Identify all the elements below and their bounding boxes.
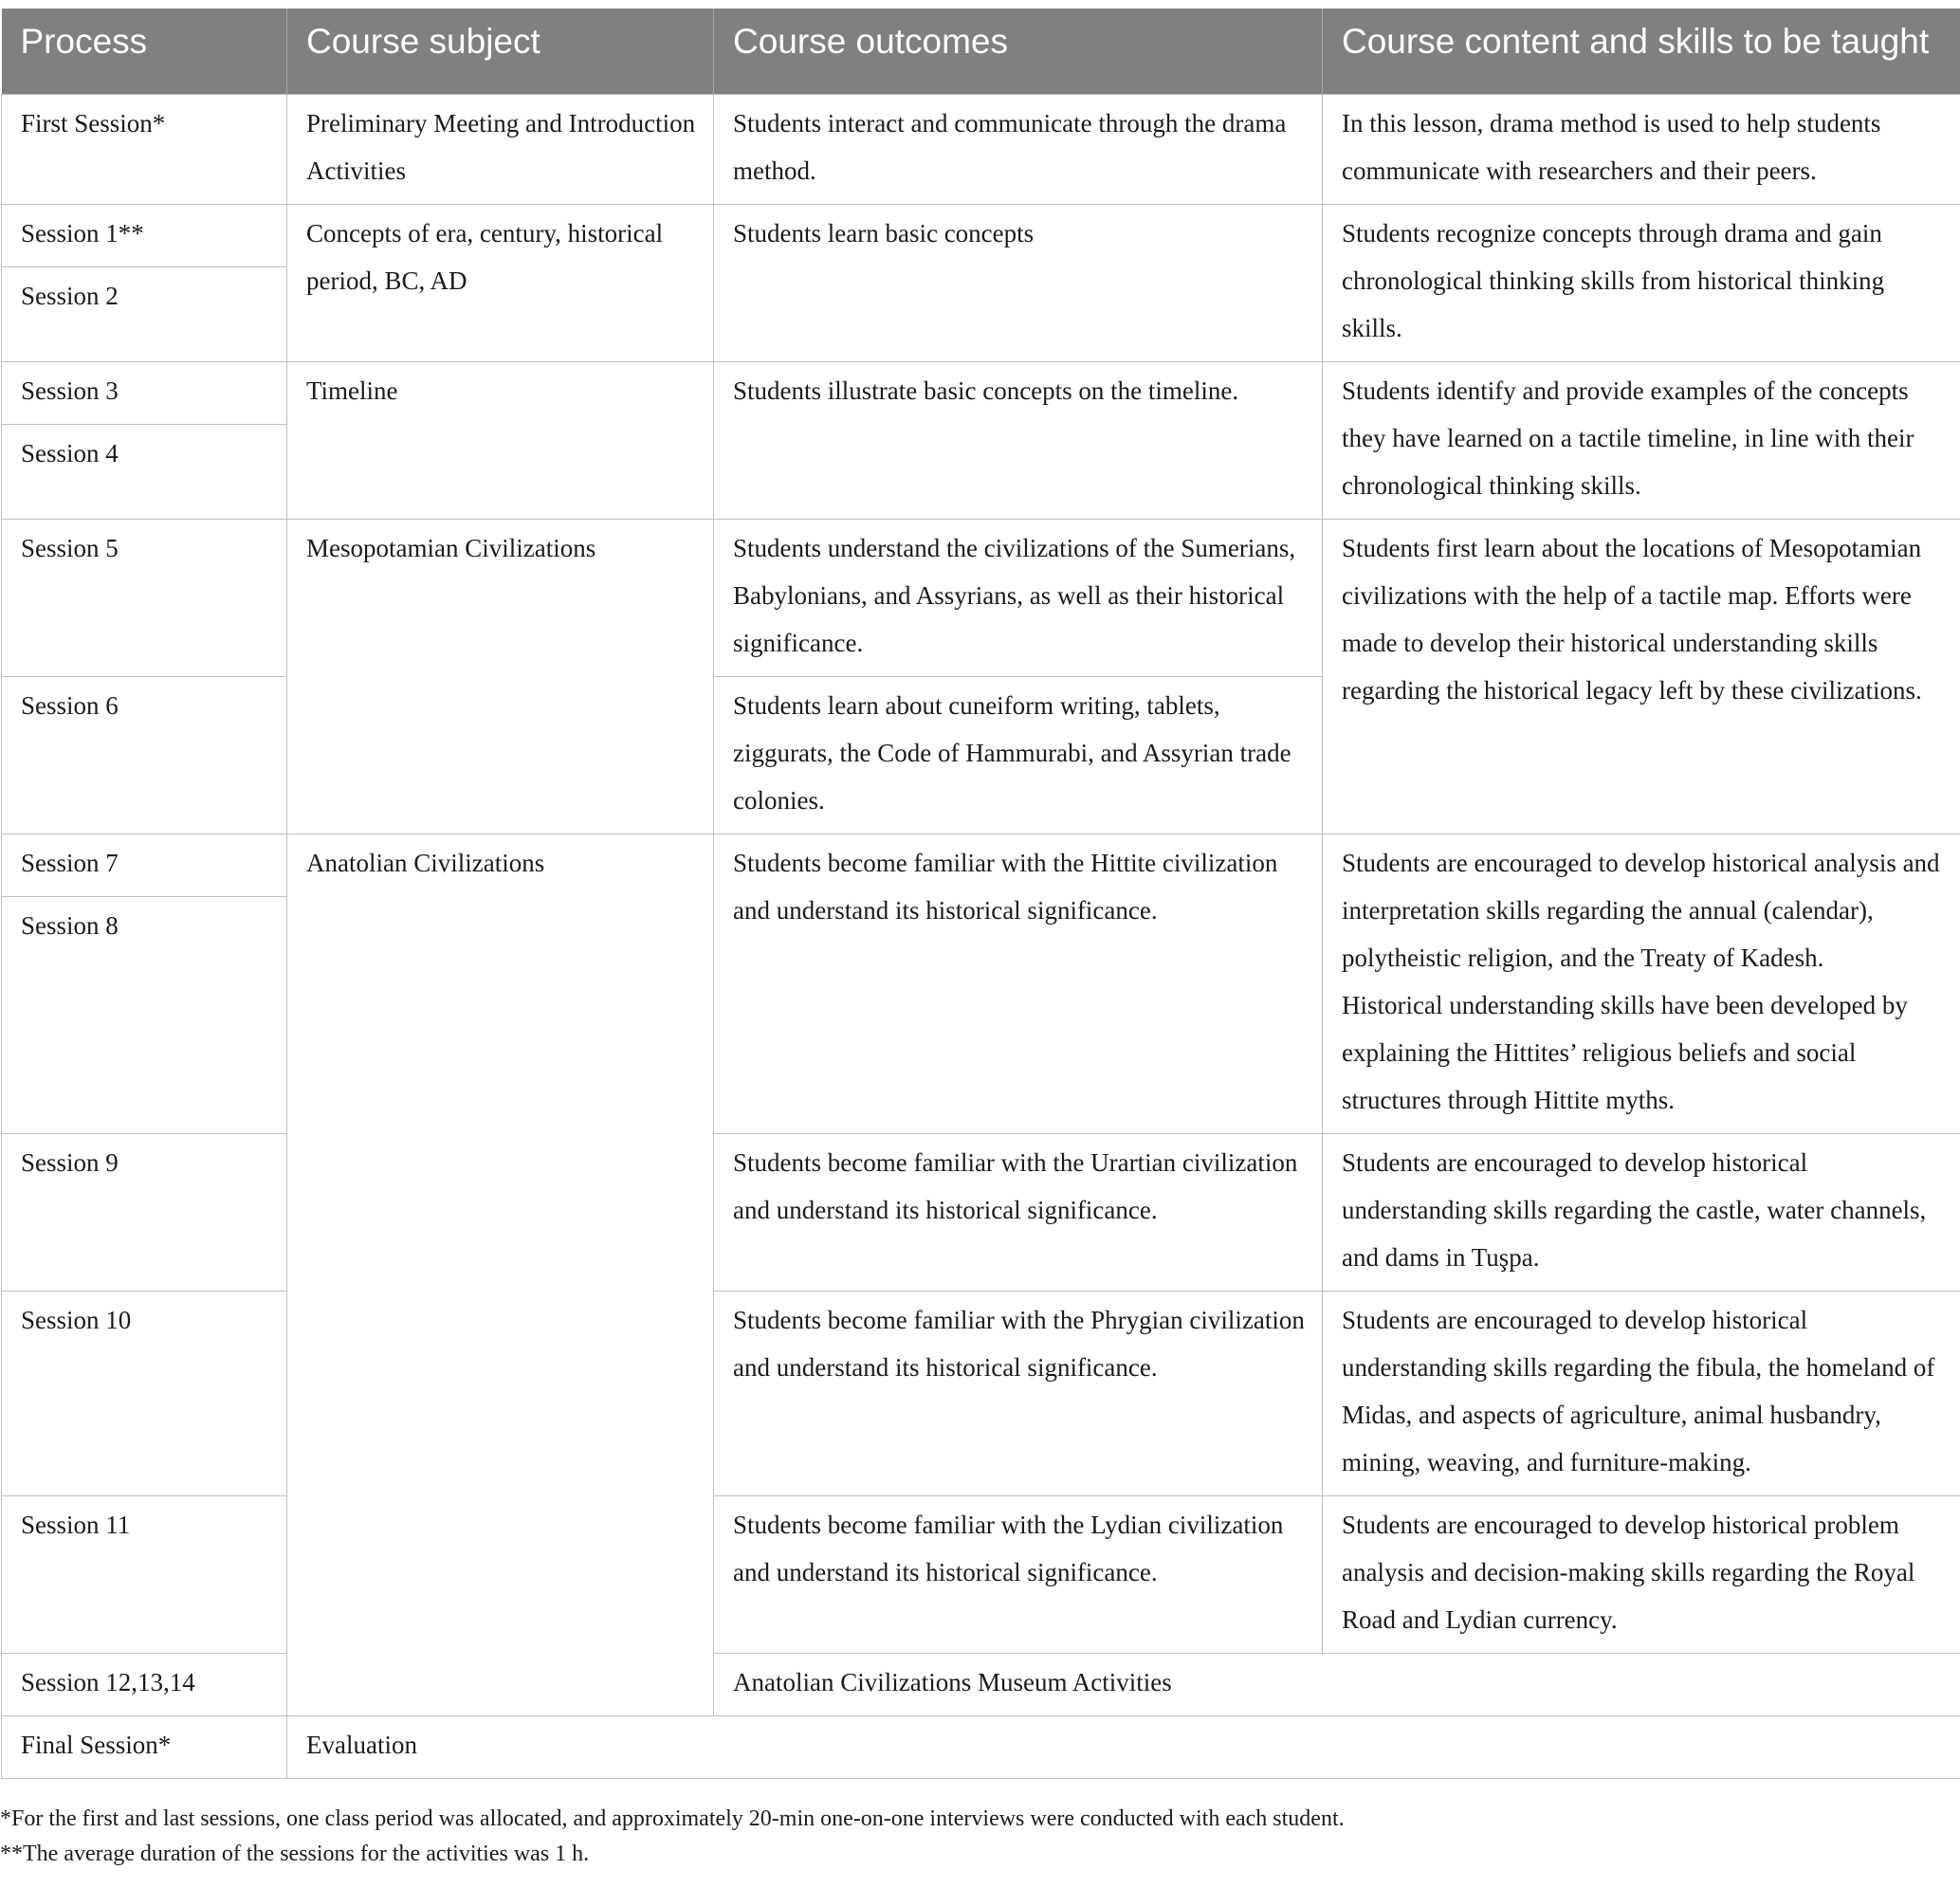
process-cell: First Session*: [2, 94, 287, 204]
process-cell: Session 4: [2, 424, 287, 519]
table-row: [2, 1715, 1960, 1778]
subject-cell: Concepts of era, century, historical period, BC, AD: [287, 204, 714, 361]
table-body: [2, 94, 1960, 1778]
content-cell: Students are encouraged to develop historical understanding skills regarding the fibula, the homeland of Midas, and aspects of agriculture, animal husbandry, mining, weaving, and furniture-making.: [1323, 1291, 1960, 1495]
process-cell: Session 8: [2, 896, 287, 1133]
process-cell: Session 3: [2, 361, 287, 424]
activity-cell: Evaluation: [287, 1715, 1960, 1778]
content-cell: Students are encouraged to develop historical problem analysis and decision-making skills regarding the Royal Road and Lydian currency.: [1323, 1495, 1960, 1653]
subject-cell: Anatolian Civilizations: [287, 834, 714, 1715]
content-cell: In this lesson, drama method is used to help students communicate with researchers and their peers.: [1323, 94, 1960, 204]
table-footnotes: [0, 1802, 1345, 1872]
process-cell: Session 5: [2, 519, 287, 676]
subject-cell: Timeline: [287, 361, 714, 519]
outcomes-cell: Students learn about cuneiform writing, tablets, ziggurats, the Code of Hammurabi, and Assyrian trade colonies.: [714, 676, 1323, 834]
footnote: **The average duration of the sessions for the activities was 1 h.: [0, 1842, 590, 1866]
table-header: [2, 9, 1960, 94]
table-row: [2, 361, 1960, 424]
content-cell: Students first learn about the locations of Mesopotamian civilizations with the help of a tactile map. Efforts were made to develop their historical understanding skills regarding the historical legacy left by these civilizations.: [1323, 519, 1960, 834]
content-cell: [1323, 834, 1960, 1133]
outcomes-cell: Students understand the civilizations of the Sumerians, Babylonians, and Assyrians, as well as their historical significance.: [714, 519, 1323, 676]
outcomes-cell: Students learn basic concepts: [714, 204, 1323, 361]
header-course-content: Course content and skills to be taught: [1323, 9, 1960, 94]
process-cell: Session 2: [2, 266, 287, 361]
outcomes-cell: Students become familiar with the Urartian civilization and understand its historical significance.: [714, 1133, 1323, 1291]
outcomes-cell: Students illustrate basic concepts on the timeline.: [714, 361, 1323, 519]
outcomes-cell: Students become familiar with the Phrygian civilization and understand its historical significance.: [714, 1291, 1323, 1495]
content-paragraph: Students are encouraged to develop historical analysis and interpretation skills regarding the annual (calendar), polytheistic religion, and the Treaty of Kadesh.: [1342, 848, 1940, 972]
table-row: [2, 834, 1960, 896]
table-row: [2, 519, 1960, 676]
content-cell: Students are encouraged to develop historical understanding skills regarding the castle, water channels, and dams in Tuşpa.: [1323, 1133, 1960, 1291]
content-cell: Students identify and provide examples of the concepts they have learned on a tactile timeline, in line with their chronological thinking skills.: [1323, 361, 1960, 519]
process-cell: Session 11: [2, 1495, 287, 1653]
process-cell: Session 7: [2, 834, 287, 896]
process-cell: Final Session*: [2, 1715, 287, 1778]
process-cell: Session 12,13,14: [2, 1653, 287, 1715]
header-row: [2, 9, 1960, 94]
subject-cell: Mesopotamian Civilizations: [287, 519, 714, 834]
outcomes-cell: Students become familiar with the Lydian civilization and understand its historical significance.: [714, 1495, 1323, 1653]
content-paragraph: Historical understanding skills have been developed by explaining the Hittites’ religious beliefs and social structures through Hittite myths.: [1342, 990, 1908, 1114]
footnote: *For the first and last sessions, one class period was allocated, and approximately 20-min one-on-one interviews were conducted with each student.: [0, 1806, 1345, 1831]
header-process: Process: [2, 9, 287, 94]
process-cell: Session 10: [2, 1291, 287, 1495]
content-cell: Students recognize concepts through drama and gain chronological thinking skills from historical thinking skills.: [1323, 204, 1960, 361]
process-cell: Session 6: [2, 676, 287, 834]
process-cell: Session 1**: [2, 204, 287, 266]
process-cell: Session 9: [2, 1133, 287, 1291]
curriculum-table: [1, 9, 1960, 1779]
header-course-outcomes: Course outcomes: [714, 9, 1323, 94]
header-course-subject: Course subject: [287, 9, 714, 94]
activity-cell: Anatolian Civilizations Museum Activities: [714, 1653, 1960, 1715]
table-row: [2, 204, 1960, 266]
outcomes-cell: Students interact and communicate through the drama method.: [714, 94, 1323, 204]
subject-cell: Preliminary Meeting and Introduction Activities: [287, 94, 714, 204]
outcomes-cell: Students become familiar with the Hittite civilization and understand its historical significance.: [714, 834, 1323, 1133]
table-row: [2, 94, 1960, 204]
